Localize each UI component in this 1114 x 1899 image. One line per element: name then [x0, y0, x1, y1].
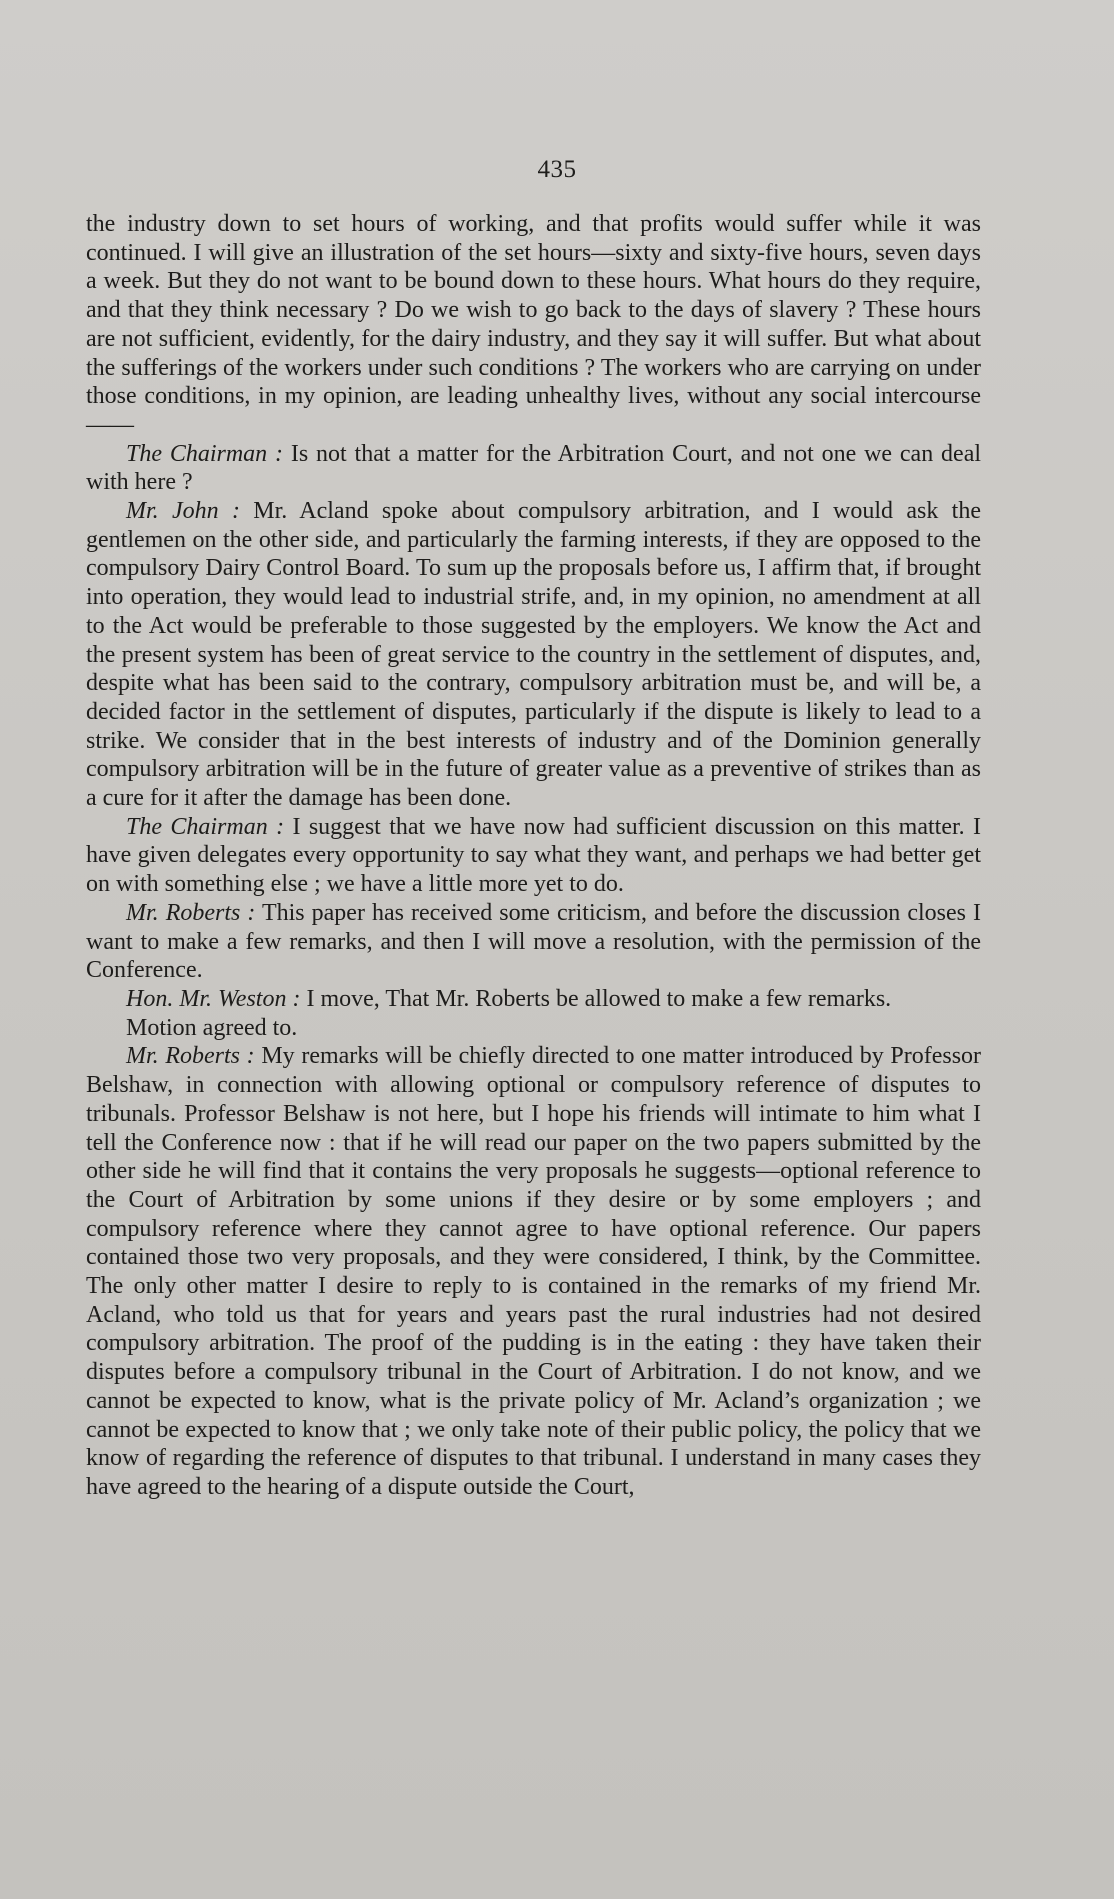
paragraph-mr-john: [86, 497, 981, 813]
paragraph-text: I move, That Mr. Roberts be allowed to make a few remarks.: [306, 985, 892, 1012]
speaker-name: Hon. Mr. Weston :: [126, 985, 301, 1012]
page-number: 435: [537, 156, 577, 183]
speaker-name: Mr. Roberts :: [126, 1043, 255, 1070]
paragraph-chairman-2: [86, 813, 981, 899]
paragraph-text: the industry down to set hours of working, and that profits would suffer while it was continued. I will give an illustration of the set hours—sixty and sixty-five hours, seven days a week. But they do not want to be bound down to these hours. What hours do they require, and that they think necessary ? Do we wish to go back to the days of slavery ? These hours are not sufficient, evidently, for the dairy industry, and they say it will suffer. But what about the sufferings of the workers under such conditions ? The workers who are carrying on under those conditions, in my opinion, are leading unhealthy lives, without any social intercourse——: [86, 211, 981, 438]
paragraph-text: This paper has received some criticism, and before the discussion closes I want to make a few remarks, and then I will move a resolution, with the permission of the Conference.: [86, 899, 981, 984]
paragraph-text: Mr. Acland spoke about compulsory arbitration, and I would ask the gentlemen on the other side, and particularly the farming interests, if they are opposed to the compulsory Dairy Control Board. To sum up the proposals before us, I affirm that, if brought into operation, they would lead to industrial strife, and, in my opinion, no amendment at all to the Act would be preferable to those suggested by the employers. We know the Act and the present system has been of great service to the country in the settlement of disputes, and, despite what has been said to the contrary, compulsory arbitration must be, and will be, a decided factor in the settlement of disputes, particularly if the dispute is likely to lead to a strike. We consider that in the best interests of industry and of the Dominion generally compulsory arbitration will be in the future of greater value as a preventive of strikes than as a cure for it after the damage has been done.: [86, 498, 981, 812]
paragraph-mr-roberts-1: [86, 899, 981, 985]
paragraph-continuation: [86, 210, 981, 440]
body-text: [86, 210, 981, 1502]
speaker-name: Mr. John :: [126, 498, 240, 525]
paragraph-chairman-1: [86, 440, 981, 497]
paragraph-mr-roberts-2: [86, 1042, 981, 1501]
paragraph-motion: [86, 1014, 981, 1043]
speaker-name: The Chairman :: [126, 440, 284, 467]
speaker-name: Mr. Roberts :: [126, 899, 256, 926]
paragraph-text: Is not that a matter for the Arbitration Court, and not one we can deal with here ?: [86, 440, 982, 496]
speaker-name: The Chairman :: [126, 813, 285, 840]
paragraph-text: I suggest that we have now had sufficient discussion on this matter. I have given delegates every opportunity to say what they want, and perhaps we had better get on with something else ; we have a little more yet to do.: [86, 813, 982, 898]
paragraph-text: Motion agreed to.: [126, 1014, 298, 1041]
paragraph-hon-mr-weston: [86, 985, 981, 1014]
paragraph-text: My remarks will be chiefly directed to one matter introduced by Professor Belshaw, in connection with allowing optional or compulsory reference of disputes to tribunals. Professor Belshaw is not here, but I hope his friends will intimate to him what I tell the Conference now : that if he will read our paper on the two papers submitted by the other side he will find that it contains the very proposals he suggests—optional reference to the Court of Arbitration by some unions if they desire or by some employers ; and compulsory reference where they cannot agree to have optional reference. Our papers contained those two very proposals, and they were considered, I think, by the Committee. The only other matter I desire to reply to is contained in the remarks of my friend Mr. Acland, who told us that for years and years past the rural industries had not desired compulsory arbitration. The proof of the pudding is in the eating : they have taken their disputes before a compulsory tribunal in the Court of Arbitration. I do not know, and we cannot be expected to know, what is the private policy of Mr. Acland’s organization ; we cannot be expected to know that ; we only take note of their public policy, the policy that we know of regarding the reference of disputes to that tribunal. I understand in many cases they have agreed to the hearing of a dispute outside the Court,: [86, 1043, 982, 1500]
